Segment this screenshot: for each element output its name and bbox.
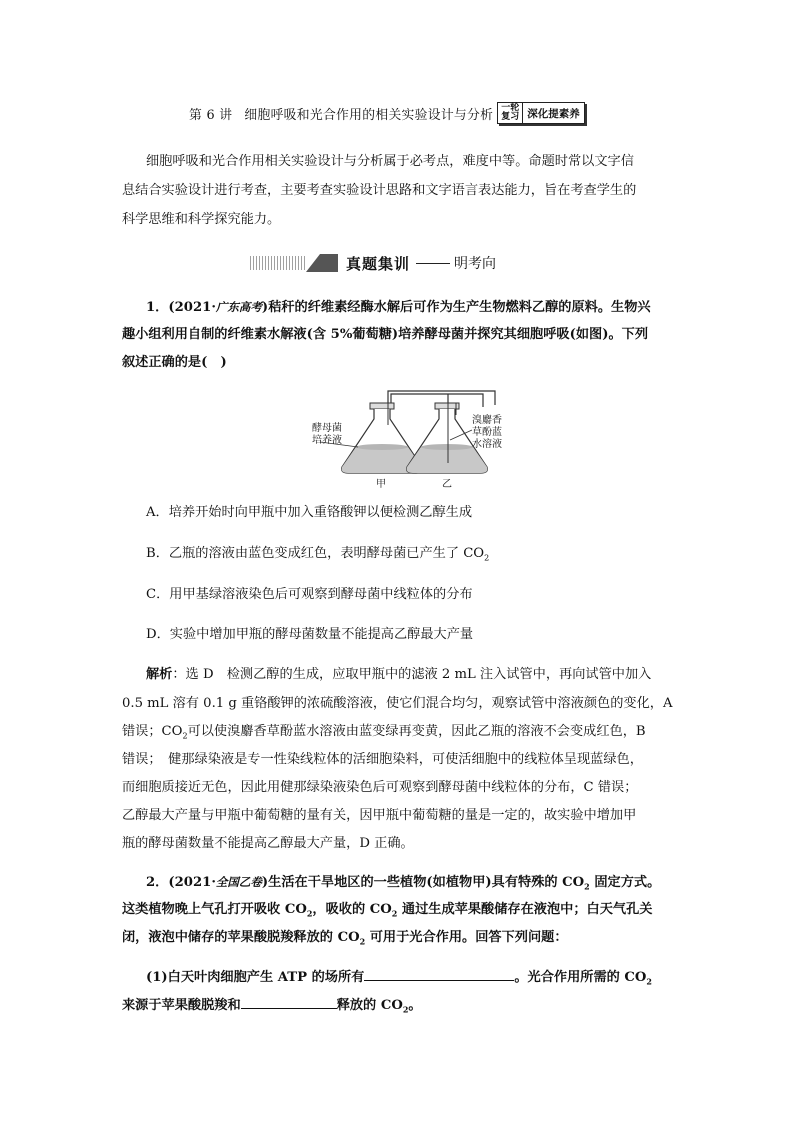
q1-number: 1． — [146, 300, 169, 315]
banner-dash — [416, 263, 450, 264]
q2-part1-line-2: 来源于苹果酸脱羧和 释放的 $CO_2$。 — [122, 998, 422, 1015]
q1-line-3: 叙述正确的是( ) — [122, 355, 227, 370]
banner-hatch-decoration — [250, 256, 306, 270]
answer-blank-1[interactable] — [364, 968, 514, 981]
flask-label-yi: 乙 — [442, 479, 452, 490]
section-subtitle: 明考向 — [454, 256, 497, 272]
label-btb-2: 草酚蓝 — [472, 427, 502, 438]
flask-label-jia: 甲 — [376, 479, 386, 490]
intro-line-1: 细胞呼吸和光合作用相关实验设计与分析属于必考点，难度中等。命题时常以文字信 — [146, 154, 634, 169]
intro-line-2: 息结合实验设计进行考查，主要考查实验设计思路和文字语言表达能力，旨在考查学生的 — [122, 183, 637, 198]
badge-bottom: 复习 — [501, 112, 520, 122]
q1-stem-1: 秸秆的纤维素经酶水解后可作为生产生物燃料乙醇的原料。生物兴 — [268, 300, 651, 315]
option-b: B．乙瓶的溶液由蓝色变成红色，表明酵母菌已产生了 $CO_2$ — [146, 546, 490, 563]
label-yeast-1: 酵母菌 — [312, 423, 342, 434]
analysis-line-7: 瓶的酵母菌数量不能提高乙醇最大产量，D 正确。 — [122, 836, 414, 851]
section-banner — [250, 253, 496, 273]
analysis-line-6: 乙醇最大产量与甲瓶中葡萄糖的量有关，因甲瓶中葡萄糖的量是一定的，故实验中增加甲 — [122, 808, 637, 823]
q2-part1-line-1: (1)白天叶肉细胞产生 ATP 的场所有 。光合作用所需的 $CO_2$ — [146, 970, 652, 987]
label-btb-3: 水溶液 — [472, 439, 502, 450]
label-btb-1: 溴麝香 — [472, 415, 502, 426]
answer-blank-2[interactable] — [241, 996, 337, 1009]
badge-top: 一轮 — [501, 103, 520, 113]
analysis-line-2: 0.5 mL 溶有 0.1 g 重铬酸钾的浓硫酸溶液，使它们混合均匀，观察试管中溶液颜色的变化，A — [122, 696, 673, 711]
q2-number: 2． — [146, 875, 169, 890]
analysis-line-4: 错误； 健那绿染液是专一性染线粒体的活细胞染料，可使活细胞中的线粒体呈现蓝绿色， — [122, 752, 643, 767]
title-text: 细胞呼吸和光合作用的相关实验设计与分析 — [244, 107, 494, 123]
q2-line-1: 2．(2021·全国乙卷)生活在干旱地区的一些植物(如植物甲)具有特殊的 $CO_2$ 固定方式。 — [146, 875, 661, 892]
option-c: C．用甲基绿溶液染色后可观察到酵母菌中线粒体的分布 — [146, 587, 473, 602]
q1-line-2: 趣小组利用自制的纤维素水解液(含 5%葡萄糖)培养酵母菌并探究其细胞呼吸(如图)。下列 — [122, 327, 649, 342]
q1-source-year: (2021· — [168, 300, 216, 315]
q2-line-3: 闭，液泡中储存的苹果酸脱羧释放的 $CO_2$ 可用于光合作用。回答下列问题： — [122, 930, 568, 947]
q1-source-name: 广东高考 — [215, 300, 262, 314]
q2-line-2: 这类植物晚上气孔打开吸收 $CO_2$，吸收的 $CO_2$ 通过生成苹果酸储存在液泡中；白天气孔关 — [122, 902, 653, 919]
analysis-line-1: 解析：选 D 检测乙醇的生成，应取甲瓶中的滤液 2 mL 注入试管中，再向试管中加入 — [146, 667, 652, 682]
title-badge — [497, 102, 585, 124]
analysis-label: 解析 — [146, 667, 173, 682]
intro-line-3: 科学思维和科学探究能力。 — [122, 212, 281, 227]
q2-source-name: 全国乙卷 — [215, 875, 262, 889]
flask-figure — [300, 385, 520, 495]
option-a: A．培养开始时向甲瓶中加入重铬酸钾以便检测乙醇生成 — [146, 505, 473, 520]
title-prefix: 第 6 讲 — [189, 107, 233, 123]
option-d: D．实验中增加甲瓶的酵母菌数量不能提高乙醇最大产量 — [146, 627, 474, 642]
analysis-line-3: 错误；$CO_2$可以使溴麝香草酚蓝水溶液由蓝变绿再变黄，因此乙瓶的溶液不会变成红色，B — [122, 724, 646, 741]
q1-line-1: 1．(2021·广东高考)秸秆的纤维素经酶水解后可作为生产生物燃料乙醇的原料。生物兴 — [146, 300, 651, 315]
analysis-line-5: 而细胞质接近无色，因此用健那绿染液染色后可观察到酵母菌中线粒体的分布，C 错误； — [122, 780, 638, 795]
page-title — [189, 102, 585, 124]
section-title: 真题集训 — [346, 254, 411, 273]
badge-right: 深化提素养 — [527, 107, 580, 120]
label-yeast-2: 培养液 — [312, 435, 342, 446]
